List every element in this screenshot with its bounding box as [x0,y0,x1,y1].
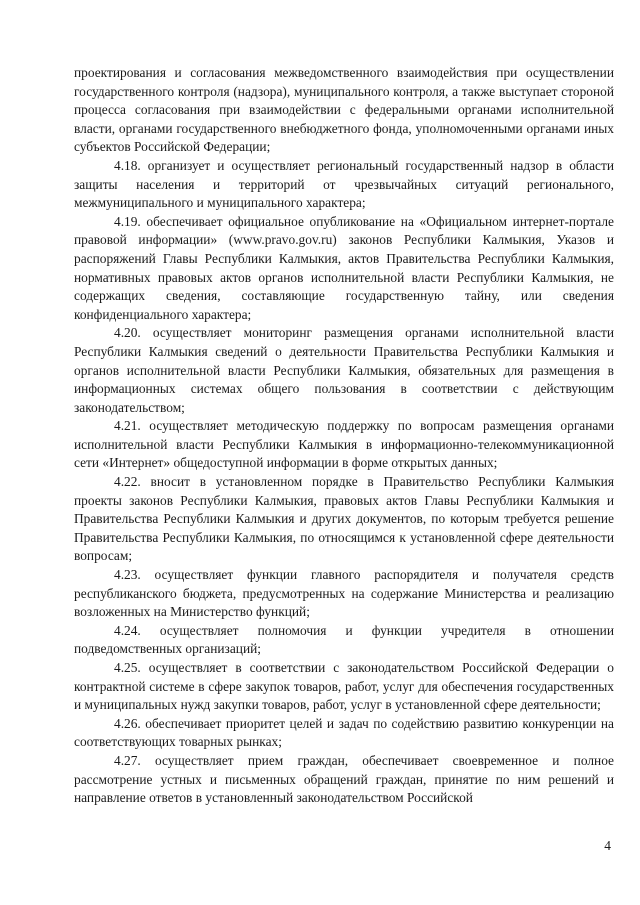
paragraph-4-23: 4.23. осуществляет функции главного распорядителя и получателя средств республиканского бюджета, предусмотренных на содержание Министерства и реализацию возложенных на Министерство функций; [74,567,614,620]
paragraph-4-27: 4.27. осуществляет прием граждан, обеспечивает своевременное и полное рассмотрение устных и письменных обращений граждан, принятие по ним решений и направление ответов в установленный законодательством Российской [74,752,614,806]
paragraph-4-20: 4.20. осуществляет мониторинг размещения органами исполнительной власти Республики Калмыкия сведений о деятельности Правительства Республики Калмыкия и органов исполнительной власти Республики Калмыкия, обязательных для размещения в информационных системах общего пользования в соответствии с действующим законодательством; [74,325,614,415]
paragraph-4-19: 4.19. обеспечивает официальное опубликование на «Официальном интернет-портале правовой информации» (www.pravo.gov.ru) законов Республики Калмыкия, Указов и распоряжений Главы Республики Калмыкия, актов Правительства Республики Калмыкия, нормативных правовых актов органов исполнительной власти Республики Калмыкия, не содержащих сведения, составляющие государственную тайну, или сведения конфиденциального характера; [74,213,614,322]
paragraph-4-18: 4.18. организует и осуществляет региональный государственный надзор в области защиты населения и территорий от чрезвычайных ситуаций регионального, межмуниципального и муниципального характера; [74,157,614,211]
paragraph-4-26: 4.26. обеспечивает приоритет целей и задач по содействию развитию конкуренции на соответствующих товарных рынках; [74,715,614,750]
paragraph-4-25: 4.25. осуществляет в соответствии с законодательством Российской Федерации о контрактной системе в сфере закупок товаров, работ, услуг для обеспечения государственных и муниципальных нужд закупки товаров, работ, услуг в установленной сфере деятельности; [74,660,614,713]
paragraph-4-21: 4.21. осуществляет методическую поддержку по вопросам размещения органами исполнительной власти Республики Калмыкия в информационно-телекоммуникационной сети «Интернет» общедоступной информации в форме открытых данных; [74,418,614,471]
page-number: 4 [604,838,611,853]
paragraph-4-24: 4.24. осуществляет полномочия и функции учредителя в отношении подведомственных организаций; [74,622,614,657]
paragraph-continuation: проектирования и согласования межведомственного взаимодействия при осуществлении государственного контроля (надзора), муниципального контроля, а также выступает стороной процесса согласования при взаимодействии с федеральными органами исполнительной власти, органами государственного внебюджетного фонда, уполномоченными органами иных субъектов Российской Федерации; [74,65,614,155]
paragraph-4-22: 4.22. вносит в установленном порядке в Правительство Республики Калмыкия проекты законов Республики Калмыкия, правовых актов Главы Республики Калмыкия и Правительства Республики Калмыкия и других документов, по которым требуется решение Правительства Республики Калмыкия, по относящимся к установленной сфере деятельности вопросам; [74,474,614,564]
